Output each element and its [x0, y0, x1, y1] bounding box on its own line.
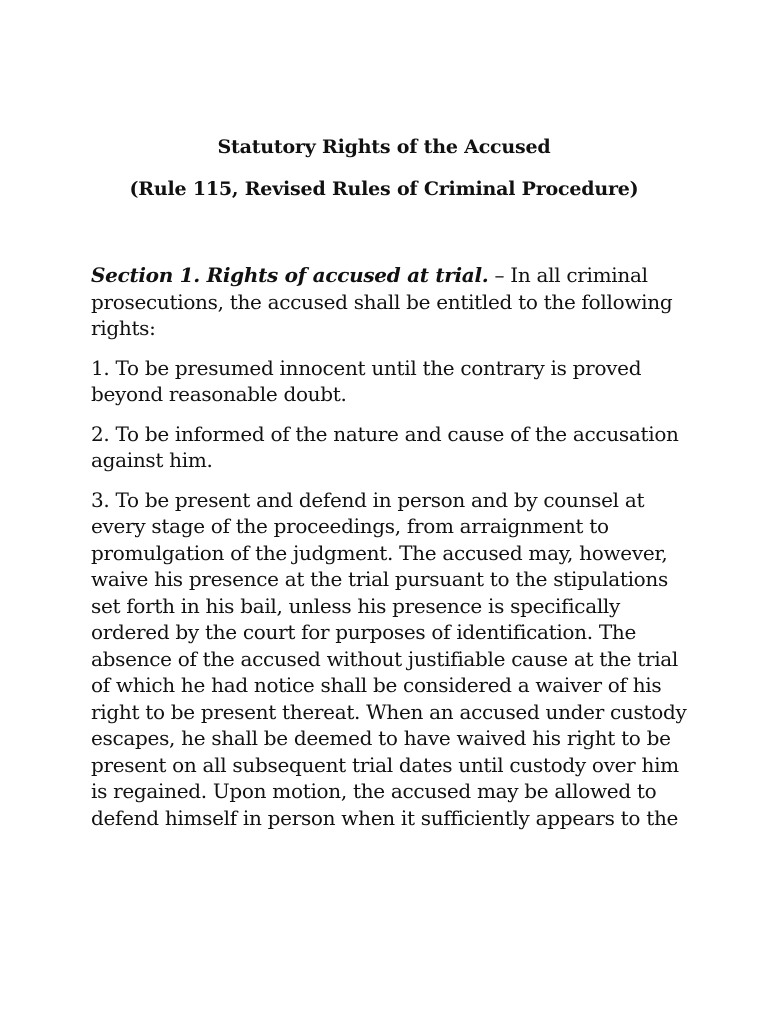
list-item: 3. To be present and defend in person and by counsel at every stage of the proceedings, from arraignment to promulgation of the judgment. The accused may, however, waive his presence at the trial pursuant to the stipulations set forth in his bail, unless his presence is specifically ordered by the court for purposes of identification. The absence of the accused without justifiable cause at the trial of which he had notice shall be considered a waiver of his right to be present thereat. When an accused under custody escapes, he shall be deemed to have waived his right to be present on all subsequent trial dates until custody over him is regained. Upon motion, the accused may be allowed to defend himself in person when it sufficiently appears to the — [91, 487, 687, 830]
document-subtitle: (Rule 115, Revised Rules of Criminal Procedure) — [129, 178, 639, 200]
document-body — [91, 262, 691, 844]
list-item: 1. To be presumed innocent until the contrary is proved beyond reasonable doubt. — [91, 355, 642, 406]
section-intro: – In all criminal prosecutions, the accused shall be entitled to the following rights: — [91, 263, 673, 340]
document-title: Statutory Rights of the Accused — [217, 136, 551, 158]
section-paragraph — [91, 262, 691, 342]
section-heading: Section 1. Rights of accused at trial. — [91, 263, 489, 287]
list-item: 2. To be informed of the nature and cause of the accusation against him. — [91, 421, 679, 472]
